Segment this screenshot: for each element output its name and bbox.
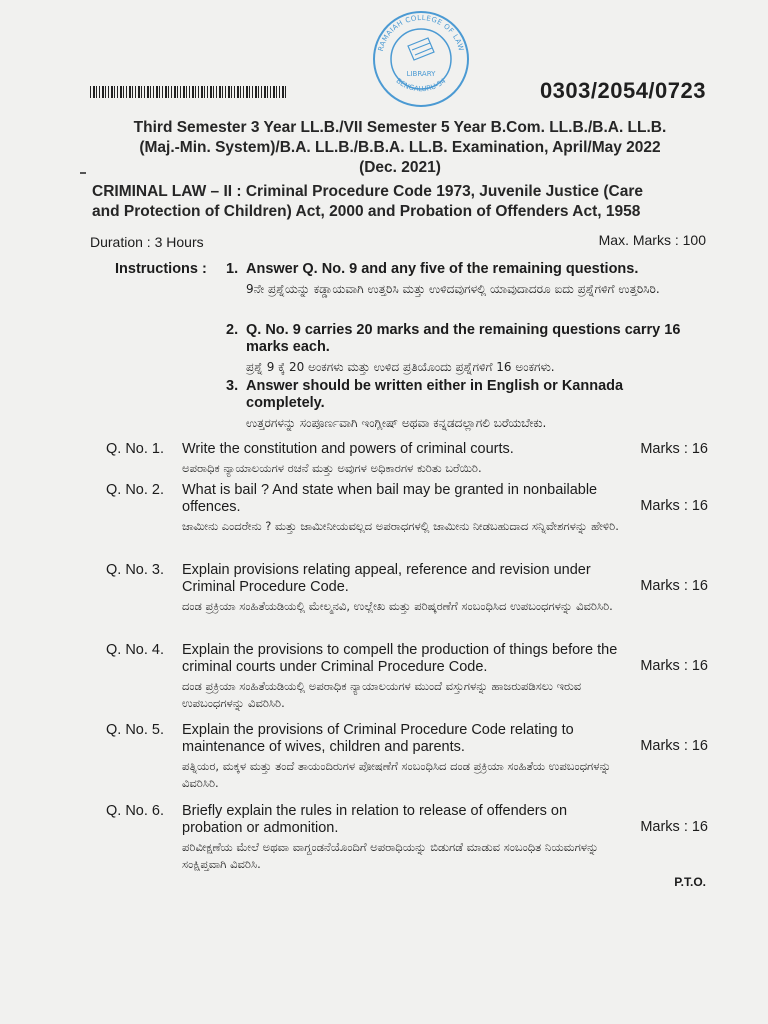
instruction-text-kn: ಉತ್ತರಗಳನ್ನು ಸಂಪೂರ್ಣವಾಗಿ ಇಂಗ್ಲೀಷ್ ಅಥವಾ ಕನ್ನಡದಲ್ಲಾಗಲಿ ಬರೆಯಬೇಕು. [246,416,547,430]
question-text-en: Briefly explain the rules in relation to release of offenders on probation or admonition. [182,803,568,836]
question-number: Q. No. 4. [106,642,165,658]
instruction-item [226,261,696,298]
svg-text:RAMAIAH COLLEGE OF LAW: RAMAIAH COLLEGE OF LAW [376,13,466,53]
instructions-label: Instructions : [115,261,207,277]
question-item [106,482,718,554]
question-text-en: Explain the provisions to compell the production of things before the criminal courts under Criminal Procedure Code. [182,642,618,675]
question-item [106,722,718,794]
page-turn-note: P.T.O. [674,875,706,889]
question-item [106,803,718,875]
title-line-1: Third Semester 3 Year LL.B./VII Semester 5 Year B.Com. LL.B./B.A. LL.B. [133,119,667,136]
question-text-kn: ಅಪರಾಧಿಕ ನ್ಯಾಯಾಲಯಗಳ ರಚನೆ ಮತ್ತು ಅವುಗಳ ಅಧಿಕಾರಗಳ ಕುರಿತು ಬರೆಯಿರಿ. [182,461,482,475]
instruction-number: 1. [226,261,239,277]
instruction-number: 2. [226,322,239,338]
question-text-en: Write the constitution and powers of criminal courts. [182,441,514,457]
question-number: Q. No. 3. [106,562,165,578]
question-text-kn: ಪತ್ನಿಯರ, ಮಕ್ಕಳ ಮತ್ತು ತಂದೆ ತಾಯಂದಿರುಗಳ ಪೋಷಣೆಗೆ ಸಂಬಂಧಿಸಿದ ದಂಡ ಪ್ರಕ್ರಿಯಾ ಸಂಹಿತೆಯ ಉಪಬಂಧಗಳನ್ನು ವಿವರಿಸಿರಿ. [182,759,612,790]
question-marks: Marks : 16 [640,819,708,835]
question-text-kn: ಜಾಮೀನು ಎಂದರೇನು ? ಮತ್ತು ಜಾಮೀನೀಯವಲ್ಲದ ಅಪರಾಧಗಳಲ್ಲಿ ಜಾಮೀನು ನೀಡಬಹುದಾದ ಸನ್ನಿವೇಶಗಳನ್ನು ಹೇಳಿರಿ. [182,519,619,533]
question-item [106,562,718,634]
instruction-text-kn: 9ನೇ ಪ್ರಶ್ನೆಯನ್ನು ಕಡ್ಡಾಯವಾಗಿ ಉತ್ತರಿಸಿ ಮತ್ತು ಉಳಿದವುಗಳಲ್ಲಿ ಯಾವುದಾದರೂ ಐದು ಪ್ರಶ್ನೆಗಳಿಗೆ ಉತ್ತರಿಸಿರಿ. [246,282,660,296]
subject-line-1: CRIMINAL LAW – II : Criminal Procedure Code 1973, Juvenile Justice (Care [92,183,643,200]
instruction-number: 3. [226,378,239,394]
instruction-text-en: Q. No. 9 carries 20 marks and the remaining questions carry 16 marks each. [246,322,681,355]
duration: Duration : 3 Hours [90,234,204,250]
question-marks: Marks : 16 [640,658,708,674]
question-text-kn: ದಂಡ ಪ್ರಕ್ರಿಯಾ ಸಂಹಿತೆಯಡಿಯಲ್ಲಿ ಮೇಲ್ಮನವಿ, ಉಲ್ಲೇಖ ಮತ್ತು ಪರಿಷ್ಕರಣೆಗೆ ಸಂಬಂಧಿಸಿದ ಉಪಬಂಧಗಳನ್ನು ವಿವರಿಸಿರಿ. [182,599,613,613]
question-number: Q. No. 2. [106,482,165,498]
question-marks: Marks : 16 [640,738,708,754]
title-line-3: (Dec. 2021) [359,159,441,176]
instruction-text-kn: ಪ್ರಶ್ನೆ 9 ಕ್ಕೆ 20 ಅಂಕಗಳು ಮತ್ತು ಉಳಿದ ಪ್ರತಿಯೊಂದು ಪ್ರಶ್ನೆಗಳಿಗೆ 16 ಅಂಕಗಳು. [246,360,555,374]
max-marks: Max. Marks : 100 [598,232,706,248]
svg-text:BENGALURU-54: BENGALURU-54 [394,76,448,94]
question-text-en: What is bail ? And state when bail may be granted in nonbailable offences. [182,482,598,515]
question-text-kn: ಪರಿವೀಕ್ಷಣೆಯ ಮೇಲೆ ಅಥವಾ ವಾಗ್ದಂಡನೆಯೊಂದಿಗೆ ಅಪರಾಧಿಯನ್ನು ಬಿಡುಗಡೆ ಮಾಡುವ ಸಂಬಂಧಿತ ನಿಯಮಗಳನ್ನು ಸಂಕ್ಷಿಪ್ತವಾಗಿ ವಿವರಿಸಿ. [182,840,599,871]
exam-title [60,118,740,178]
question-number: Q. No. 1. [106,441,165,457]
title-line-2: (Maj.-Min. System)/B.A. LL.B./B.B.A. LL.B. Examination, April/May 2022 [139,139,661,156]
barcode [90,86,288,98]
question-marks: Marks : 16 [640,498,708,514]
instruction-text-en: Answer Q. No. 9 and any five of the remaining questions. [246,261,639,277]
subject-title [92,182,712,222]
question-marks: Marks : 16 [640,441,708,457]
question-item [106,441,718,477]
svg-text:LIBRARY: LIBRARY [406,70,436,78]
instruction-text-en: Answer should be written either in English or Kannada completely. [246,378,624,411]
question-number: Q. No. 5. [106,722,165,738]
question-marks: Marks : 16 [640,578,708,594]
instruction-item [226,378,696,432]
paper-code: 0303/2054/0723 [539,78,706,103]
library-stamp [368,6,474,112]
question-number: Q. No. 6. [106,803,165,819]
subject-line-2: and Protection of Children) Act, 2000 and Probation of Offenders Act, 1958 [92,203,641,220]
question-text-en: Explain the provisions of Criminal Procedure Code relating to maintenance of wives, children and parents. [182,722,574,755]
instruction-item [226,322,696,376]
question-item [106,642,718,714]
question-text-en: Explain provisions relating appeal, reference and revision under Criminal Procedure Code. [182,562,591,595]
question-text-kn: ದಂಡ ಪ್ರಕ್ರಿಯಾ ಸಂಹಿತೆಯಡಿಯಲ್ಲಿ ಅಪರಾಧಿಕ ನ್ಯಾಯಾಲಯಗಳ ಮುಂದೆ ವಸ್ತುಗಳನ್ನು ಹಾಜರುಪಡಿಸಲು ಇರುವ ಉಪಬಂಧಗಳನ್ನು ವಿವರಿಸಿರಿ. [182,679,582,710]
